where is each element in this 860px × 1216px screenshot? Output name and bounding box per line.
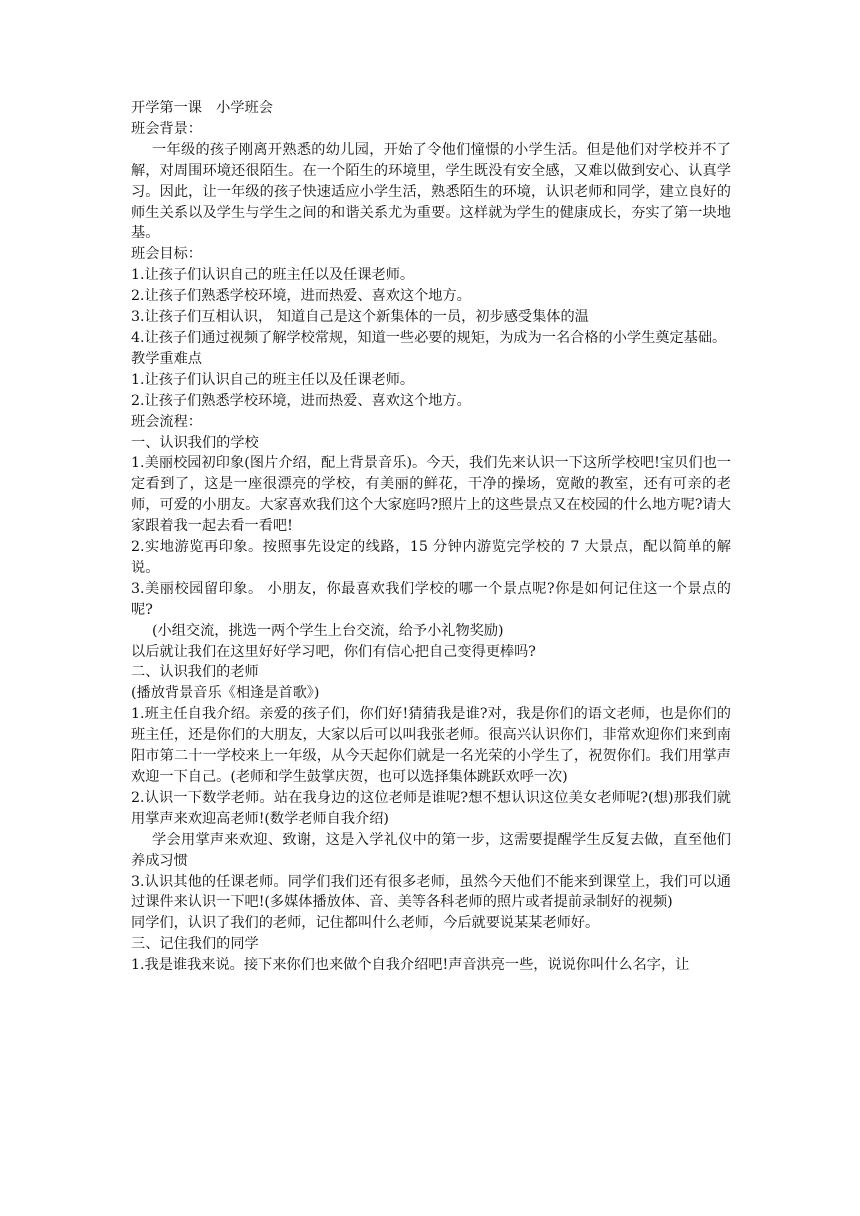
paragraph: 班会目标： (131, 246, 202, 263)
paragraph: 一、认识我们的学校 (131, 434, 259, 451)
paragraph: 以后就让我们在这里好好学习吧，你们有信心把自己变得更棒吗? (131, 643, 536, 660)
paragraph: 1.班主任自我介绍。亲爱的孩子们，你们好!猜猜我是谁?对，我是你们的语文老师，也是你们的班主任，还是你们的大朋友，大家以后可以叫我张老师。很高兴认识你们，非常欢迎你们来到南阳市第二十一学校来上一年级，从今天起你们就是一名光荣的小学生了，祝贺你们。我们用掌声欢迎一下自己。(老师和学生鼓掌庆贺，也可以选择集体跳跃欢呼一次) (131, 706, 731, 785)
paragraph: 教学重难点 (131, 350, 202, 367)
paragraph: 学会用掌声来欢迎、致谢，这是入学礼仪中的第一步，这需要提醒学生反复去做，直至他们养成习惯 (131, 831, 731, 869)
paragraph: 班会流程： (131, 413, 202, 430)
paragraph: 同学们，认识了我们的老师，记住都叫什么老师，今后就要说某某老师好。 (131, 915, 600, 932)
document-title: 开学第一课 小学班会 (131, 100, 273, 116)
paragraph: 1.让孩子们认识自己的班主任以及任课老师。 (131, 371, 415, 388)
paragraph: (播放背景音乐《相逢是首歌》) (131, 685, 320, 702)
paragraph: 4.让孩子们通过视频了解学校常规，知道一些必要的规矩，为成为一名合格的小学生奠定基础。 (131, 329, 727, 346)
paragraph: 三、记住我们的同学 (131, 936, 259, 953)
paragraph: 2.让孩子们熟悉学校环境，进而热爱、喜欢这个地方。 (131, 392, 471, 409)
paragraph: 1.我是谁我来说。接下来你们也来做个自我介绍吧!声音洪亮一些，说说你叫什么名字，让 (131, 957, 690, 974)
paragraph: 3.让孩子们互相认识， 知道自己是这个新集体的一员，初步感受集体的温 (131, 309, 589, 326)
paragraph: 一年级的孩子刚离开熟悉的幼儿园，开始了令他们憧憬的小学生活。但是他们对学校并不了解，对周围环境还很陌生。在一个陌生的环境里，学生既没有安全感，又难以做到安心、认真学习。因此，让一年级的孩子快速适应小学生活，熟悉陌生的环境，认识老师和同学，建立良好的师生关系以及学生与学生之间的和谐关系尤为重要。这样就为学生的健康成长，夯实了第一块地基。 (131, 141, 731, 242)
document-body (131, 119, 731, 976)
paragraph: 二、认识我们的老师 (131, 664, 259, 681)
paragraph: 1.让孩子们认识自己的班主任以及任课老师。 (131, 267, 415, 284)
paragraph: 3.认识其他的任课老师。同学们我们还有很多老师，虽然今天他们不能来到课堂上，我们可以通过课件来认识一下吧!(多媒体播放体、音、美等各科老师的照片或者提前录制好的视频) (131, 873, 731, 911)
paragraph: 1.美丽校园初印象(图片介绍，配上背景音乐)。今天，我们先来认识一下这所学校吧!宝贝们也一定看到了，这是一座很漂亮的学校，有美丽的鲜花，干净的操场，宽敞的教室，还有可亲的老师，可爱的小朋友。大家喜欢我们这个大家庭吗?照片上的这些景点又在校园的什么地方呢?请大家跟着我一起去看一看吧! (131, 455, 731, 535)
paragraph: 2.让孩子们熟悉学校环境，进而热爱、喜欢这个地方。 (131, 288, 471, 305)
paragraph: 2.实地游览再印象。按照事先设定的线路，15 分钟内游览完学校的 7 大景点，配以简单的解说。 (131, 539, 731, 576)
paragraph: (小组交流，挑选一两个学生上台交流，给予小礼物奖励) (152, 622, 504, 639)
paragraph: 3.美丽校园留印象。 小朋友，你最喜欢我们学校的哪一个景点呢?你是如何记住这一个景点的呢? (131, 580, 731, 618)
paragraph: 班会背景： (131, 120, 202, 137)
paragraph: 2.认识一下数学老师。站在我身边的这位老师是谁呢?想不想认识这位美女老师呢?(想)那我们就用掌声来欢迎高老师!(数学老师自我介绍) (131, 789, 731, 827)
document-page (131, 98, 731, 976)
